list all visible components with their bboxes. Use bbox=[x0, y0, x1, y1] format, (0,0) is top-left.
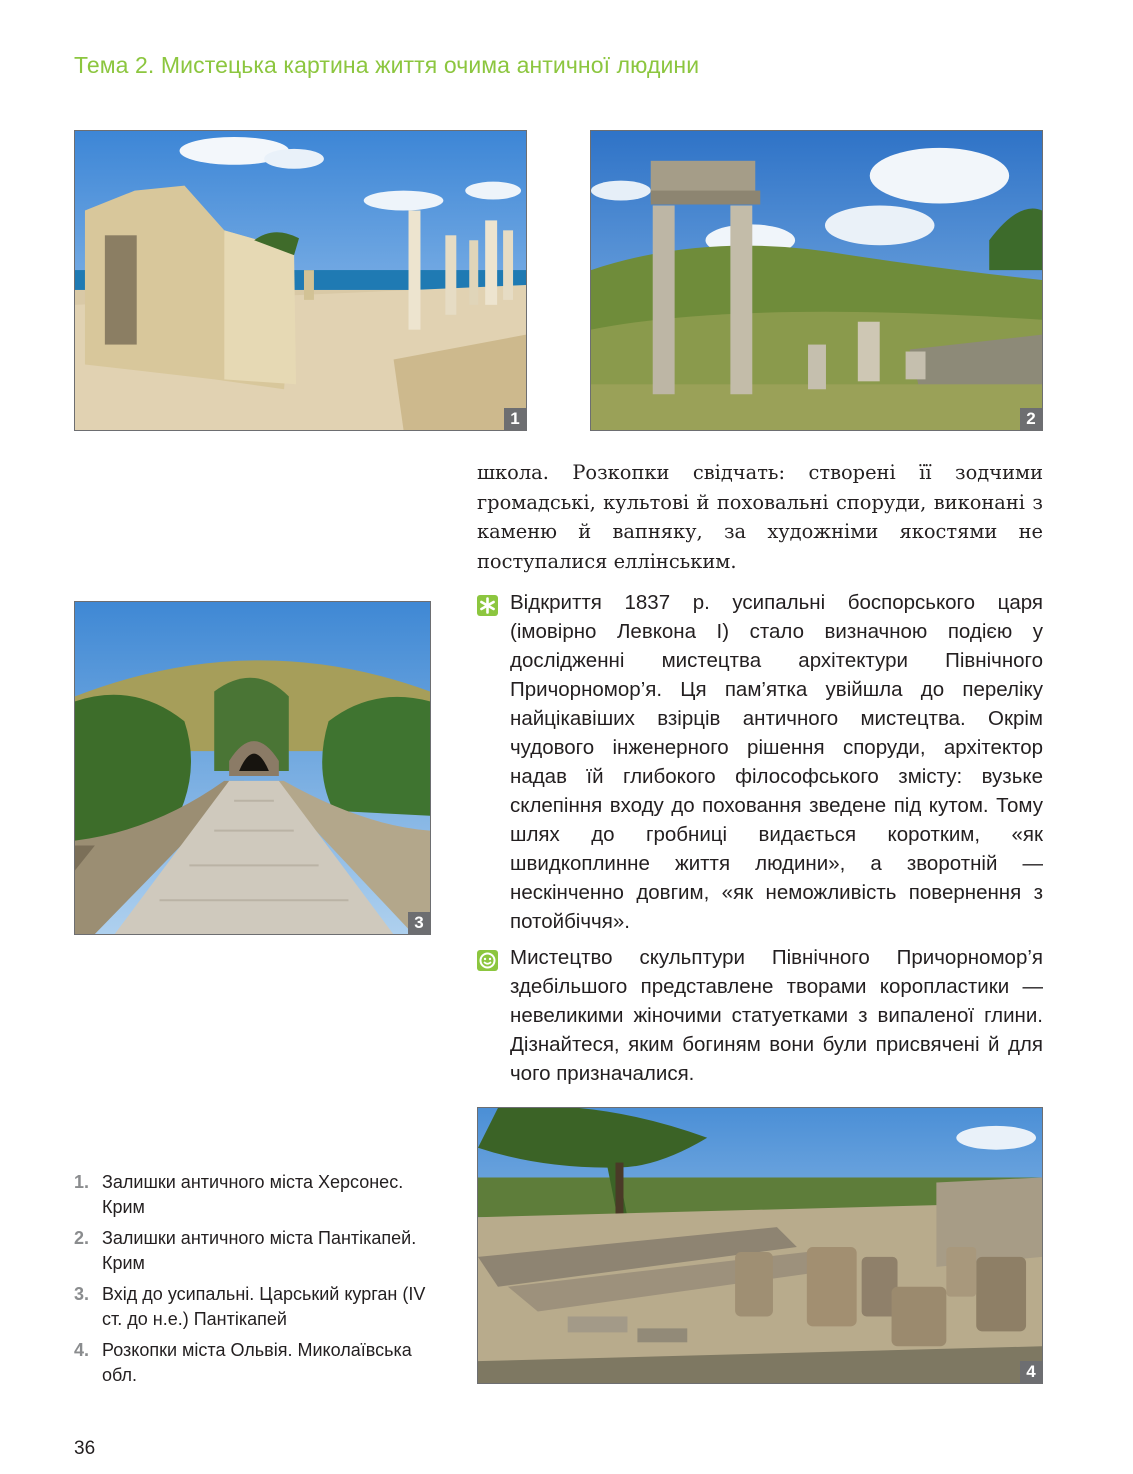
caption-item bbox=[74, 1338, 444, 1388]
caption-text: Залишки античного міста Пантікапей. Крим bbox=[102, 1228, 417, 1273]
caption-text: Залишки античного міста Херсонес. Крим bbox=[102, 1172, 404, 1217]
caption-number: 1. bbox=[74, 1172, 90, 1192]
photo-number-badge: 1 bbox=[504, 408, 526, 430]
photo-tsarsky-kurgan bbox=[74, 601, 431, 935]
photo-panticapaeum bbox=[590, 130, 1043, 431]
photo-number-badge: 3 bbox=[408, 912, 430, 934]
caption-item bbox=[74, 1226, 444, 1276]
caption-item bbox=[74, 1282, 444, 1332]
caption-text: Вхід до усипальні. Царський курган (IV ст. до н.е.) Пантікапей bbox=[102, 1284, 426, 1329]
caption-text: Розкопки міста Ольвія. Миколаївська обл. bbox=[102, 1340, 412, 1385]
asterisk-icon bbox=[477, 595, 498, 616]
page-number: 36 bbox=[74, 1438, 96, 1459]
photo-number-badge: 2 bbox=[1020, 408, 1042, 430]
chapter-header: Тема 2. Мистецька картина життя очима античної людини bbox=[74, 52, 700, 78]
photo-chersonesus bbox=[74, 130, 527, 431]
caption-item bbox=[74, 1170, 444, 1220]
paragraph-discovery: Відкриття 1837 р. усипальні боспорського царя (імовірно Левкона І) стало визначною подією у дослідженні мистецтва архітектури Північного Причорномор’я. Ця пам’ятка увійшла до переліку найцікавіших взірців античного мистецтва. Окрім чудового інженерного рішення споруди, архітектор надав їй глибокого філософського змісту: вузьке склепіння входу до поховання зведене під кутом. Тому шлях до гробниці видається коротким, «як швидкоплинне життя людини», а зворотній — нескінченно довгим, «як неможливість повернення з потойбіччя». bbox=[510, 591, 1043, 933]
photo-olbia bbox=[477, 1107, 1043, 1384]
caption-number: 2. bbox=[74, 1228, 90, 1248]
caption-number: 4. bbox=[74, 1340, 90, 1360]
paragraph-task: Мистецтво скульптури Північного Причорномор’я здебільшого представлене творами коропластики — невеликими жіночими статуетками з випаленої глини. Дізнайтеся, яким богиням вони були присвячені й для чого призначалися. bbox=[510, 946, 1043, 1085]
smiley-icon bbox=[477, 950, 498, 971]
intro-text: школа. Розкопки свідчать: створені її зодчими громадські, культові й поховальні споруди, виконані з каменю й вапняку, за художніми якостями не поступалися еллінським. bbox=[477, 461, 1043, 573]
caption-number: 3. bbox=[74, 1284, 90, 1304]
photo-captions bbox=[74, 1170, 444, 1394]
photo-number-badge: 4 bbox=[1020, 1361, 1042, 1383]
